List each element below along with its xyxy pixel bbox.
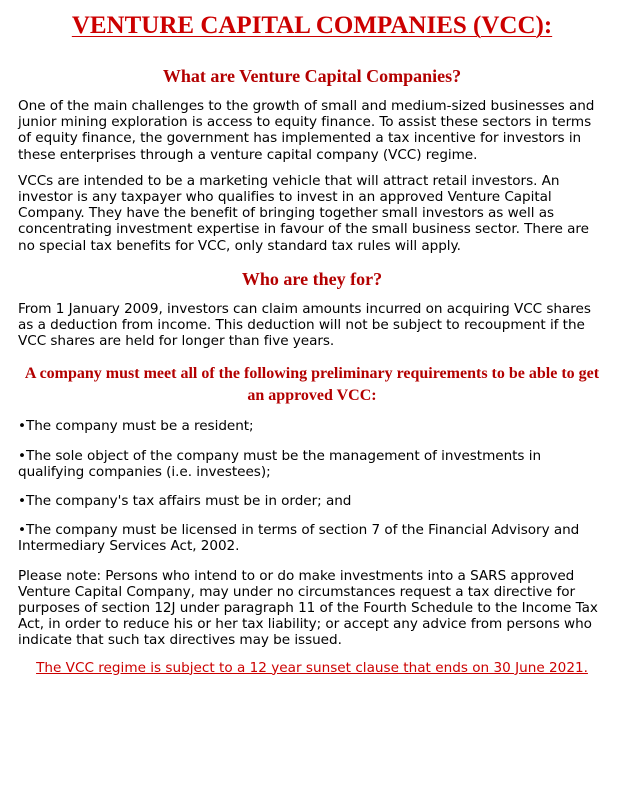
requirement-item: •The company must be licensed in terms of section 7 of the Financial Advisory and Intermediary Services Act, 2002.	[18, 522, 580, 555]
paragraph-vcc-purpose: VCCs are intended to be a marketing vehicle that will attract retail investors. An investor is any taxpayer who qualifies to invest in an approved Venture Capital Company. They have the benefit of bringing together small investors as well as concentrating investment expertise in favour of the small business sector. There are no special tax benefits for VCC, only standard tax rules will apply.	[18, 172, 589, 254]
requirement-item: •The company's tax affairs must be in order; and	[18, 493, 352, 510]
page-title-text: VENTURE CAPITAL COMPANIES (VCC):	[71, 12, 553, 39]
section-heading-who: Who are they for?	[241, 268, 383, 289]
page-title	[18, 0, 606, 41]
requirements-heading: A company must meet all of the following preliminary requirements to be able to get an approved VCC:	[24, 365, 600, 405]
requirement-item: •The company must be a resident;	[18, 418, 254, 435]
sunset-clause-note: The VCC regime is subject to a 12 year sunset clause that ends on 30 June 2021.	[36, 659, 588, 676]
paragraph-note: Please note: Persons who intend to or do make investments into a SARS approved Venture Capital Company, may under no circumstances request a tax directive for purposes of section 12J under paragraph 11 of the Fourth Schedule to the Income Tax Act, in order to reduce his or her tax liability; or accept any advice from persons who indicate that such tax directives may be issued.	[18, 567, 598, 649]
paragraph-intro: One of the main challenges to the growth of small and medium-sized businesses and junior mining exploration is access to equity finance. To assist these sectors in terms of equity finance, the government has implemented a tax incentive for investors in these enterprises through a venture capital company (VCC) regime.	[18, 98, 595, 163]
requirement-item: •The sole object of the company must be the management of investments in qualifying companies (i.e. investees);	[18, 447, 542, 480]
paragraph-deduction: From 1 January 2009, investors can claim amounts incurred on acquiring VCC shares as a deduction from income. This deduction will not be subject to recoupment if the VCC shares are held for longer than five years.	[18, 300, 591, 350]
section-heading-what: What are Venture Capital Companies?	[162, 66, 462, 86]
